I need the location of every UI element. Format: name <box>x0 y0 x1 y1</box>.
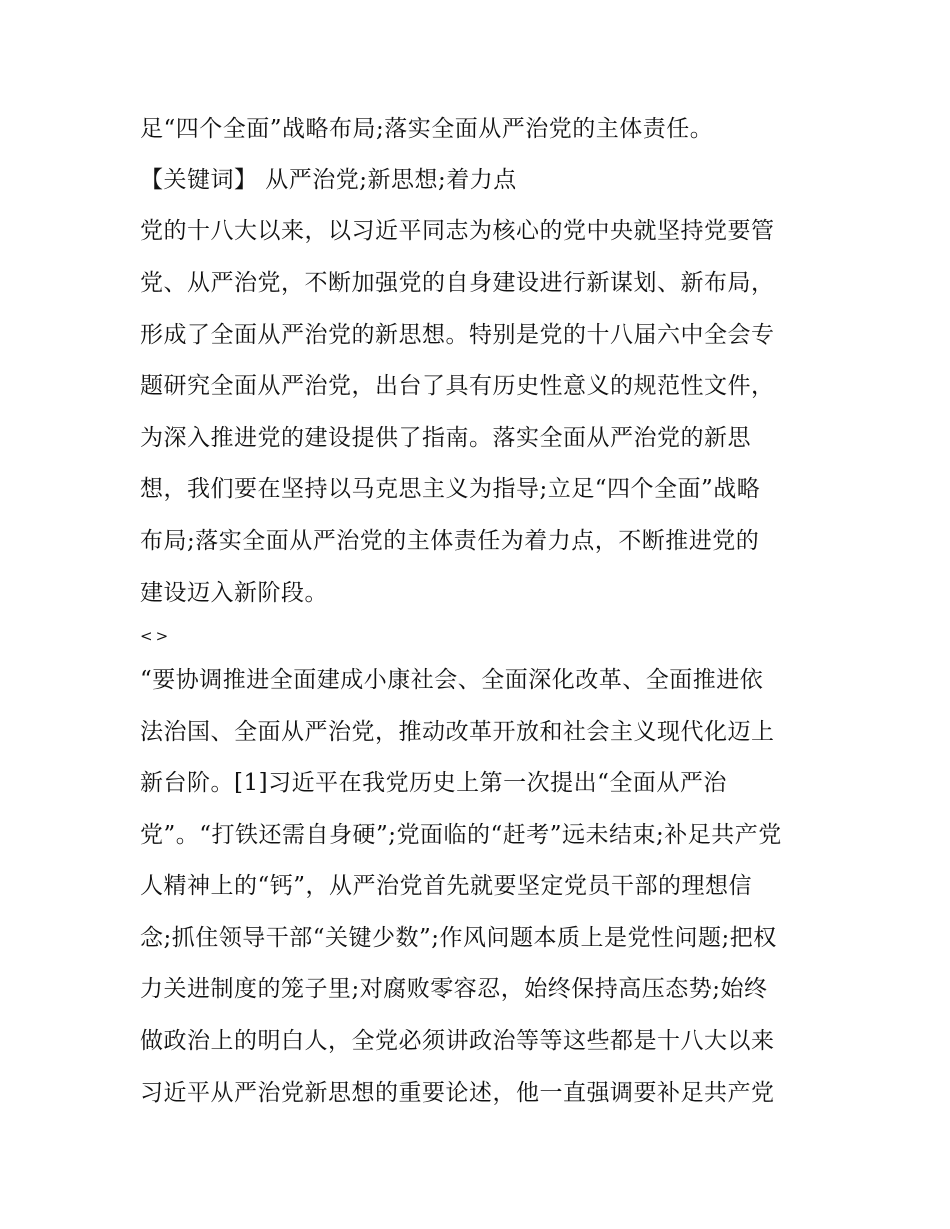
text-line: 形成了全面从严治党的新思想。特别是党的十八届六中全会专 <box>140 322 775 348</box>
text-line: 法治国、全面从严治党，推动改革开放和社会主义现代化迈上 <box>140 719 775 745</box>
text-line: “要协调推进全面建成小康社会、全面深化改革、全面推进依 <box>140 667 764 693</box>
text-line: 想，我们要在坚持以马克思主义为指导;立足“四个全面”战略 <box>140 476 761 502</box>
text-line: 做政治上的明白人，全党必须讲政治等等这些都是十八大以来 <box>140 1028 775 1054</box>
text-line: 党的十八大以来，以习近平同志为核心的党中央就坚持党要管 <box>140 218 775 244</box>
text-line: 布局;落实全面从严治党的主体责任为着力点，不断推进党的 <box>140 528 760 554</box>
text-line: 党、从严治党，不断加强党的自身建设进行新谋划、新布局， <box>140 270 775 296</box>
text-line: 足“四个全面”战略布局;落实全面从严治党的主体责任。 <box>140 116 714 142</box>
text-line: 为深入推进党的建设提供了指南。落实全面从严治党的新思 <box>140 425 751 451</box>
text-line: 建设迈入新阶段。 <box>140 580 328 606</box>
text-line: 人精神上的“钙”，从严治党首先就要坚定党员干部的理想信 <box>140 873 753 899</box>
text-line: 新台阶。[1]习近平在我党历史上第一次提出“全面从严治 <box>140 770 727 796</box>
text-line: 题研究全面从严治党，出台了具有历史性意义的规范性文件， <box>140 373 775 399</box>
text-line: 党”。“打铁还需自身硬”;党面临的“赶考”远未结束;补足共产党 <box>140 822 782 848</box>
text-line: 习近平从严治党新思想的重要论述，他一直强调要补足共产党 <box>140 1080 775 1106</box>
text-line: 念;抓住领导干部“关键少数”;作风问题本质上是党性问题;把权 <box>140 925 777 951</box>
section-marker: <> <box>140 627 172 645</box>
keywords-line: 【关键词】 从严治党;新思想;着力点 <box>140 167 517 193</box>
text-line: 力关进制度的笼子里;对腐败零容忍，始终保持高压态势;始终 <box>140 976 768 1002</box>
